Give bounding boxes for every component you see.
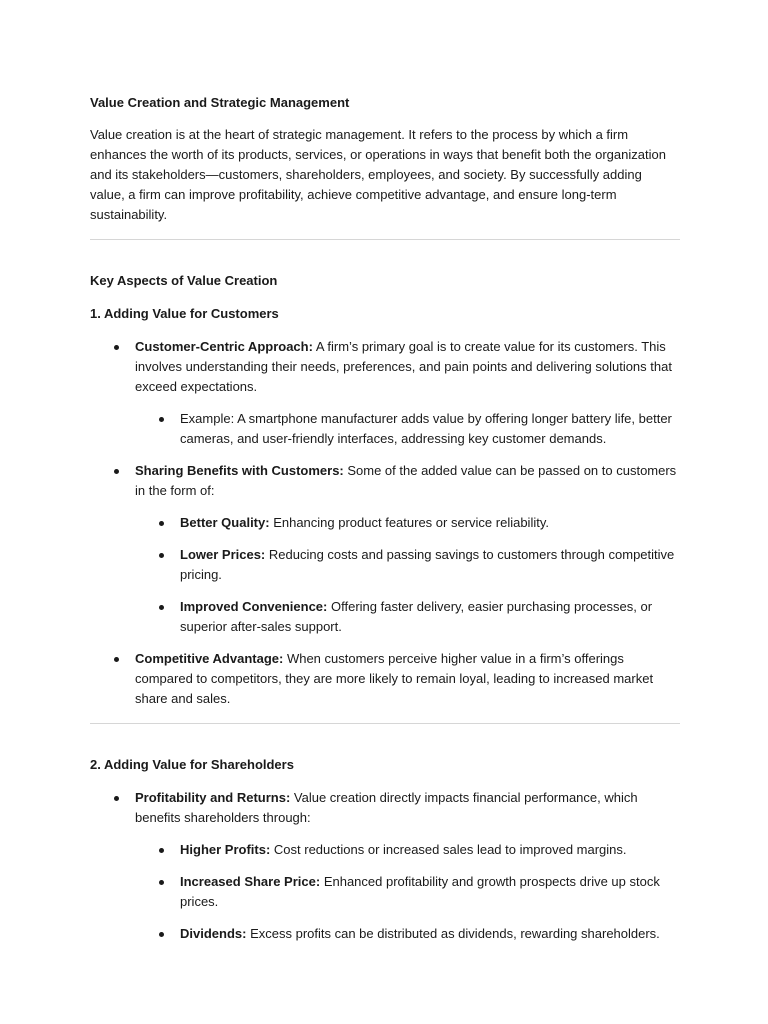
customers-list <box>90 337 680 709</box>
bullet-icon <box>114 657 119 662</box>
item-text: Value creation directly impacts financial performance, which benefits shareholders through: <box>135 790 638 825</box>
list-item <box>90 649 680 709</box>
item-text: Some of the added value can be passed on to customers in the form of: <box>135 463 677 498</box>
bullet-icon <box>159 553 164 558</box>
item-text: Example: A smartphone manufacturer adds value by offering longer battery life, better cameras, and user-friendly interfaces, addressing key customer demands. <box>180 411 672 446</box>
list-item <box>135 513 680 533</box>
divider <box>90 239 680 240</box>
bullet-icon <box>159 521 164 526</box>
bullet-icon <box>114 796 119 801</box>
bullet-icon <box>159 932 164 937</box>
intro-paragraph: Value creation is at the heart of strategic management. It refers to the process by which a firm enhances the worth of its products, services, or operations in ways that benefit both the organization and its stakeholders—customers, shareholders, employees, and society. By successfully adding value, a firm can improve profitability, achieve competitive advantage, and ensure long-term sustainability. <box>90 127 666 222</box>
bullet-icon <box>159 417 164 422</box>
item-text: Offering faster delivery, easier purchasing processes, or superior after-sales support. <box>180 599 653 634</box>
item-text: Enhanced profitability and growth prospects drive up stock prices. <box>180 874 660 909</box>
item-label: Dividends: <box>180 926 247 941</box>
sub-list <box>135 409 680 449</box>
shareholders-list <box>90 788 680 944</box>
list-item <box>135 840 680 860</box>
sub-list <box>135 840 680 944</box>
subsection-heading-shareholders: 2. Adding Value for Shareholders <box>90 757 294 772</box>
item-label: Lower Prices: <box>180 547 266 562</box>
item-label: Increased Share Price: <box>180 874 321 889</box>
bullet-icon <box>114 345 119 350</box>
bullet-icon <box>159 880 164 885</box>
bullet-icon <box>159 605 164 610</box>
item-label: Competitive Advantage: <box>135 651 284 666</box>
item-label: Customer-Centric Approach: <box>135 339 313 354</box>
item-label: Better Quality: <box>180 515 270 530</box>
item-text: When customers perceive higher value in a firm’s offerings compared to competitors, they are more likely to remain loyal, leading to increased market share and sales. <box>135 651 654 706</box>
list-item <box>90 337 680 449</box>
document-body <box>90 93 680 956</box>
list-item <box>135 409 680 449</box>
item-text: Cost reductions or increased sales lead to improved margins. <box>270 842 627 857</box>
list-item <box>135 872 680 912</box>
item-text: Enhancing product features or service reliability. <box>269 515 549 530</box>
bullet-icon <box>159 848 164 853</box>
list-item <box>135 597 680 637</box>
item-label: Improved Convenience: <box>180 599 328 614</box>
list-item <box>135 924 680 944</box>
item-text: Excess profits can be distributed as dividends, rewarding shareholders. <box>246 926 660 941</box>
item-label: Sharing Benefits with Customers: <box>135 463 344 478</box>
sub-list <box>135 513 680 637</box>
item-text: A firm’s primary goal is to create value for its customers. This involves understanding their needs, preferences, and pain points and delivering solutions that exceed expectations. <box>135 339 672 394</box>
item-text: Reducing costs and passing savings to customers through competitive pricing. <box>180 547 675 582</box>
list-item <box>90 788 680 944</box>
subsection-heading-customers: 1. Adding Value for Customers <box>90 306 279 321</box>
list-item <box>90 461 680 637</box>
section-title: Key Aspects of Value Creation <box>90 273 278 288</box>
divider <box>90 723 680 724</box>
document-title: Value Creation and Strategic Management <box>90 95 350 110</box>
list-item <box>135 545 680 585</box>
item-label: Profitability and Returns: <box>135 790 291 805</box>
item-label: Higher Profits: <box>180 842 271 857</box>
bullet-icon <box>114 469 119 474</box>
